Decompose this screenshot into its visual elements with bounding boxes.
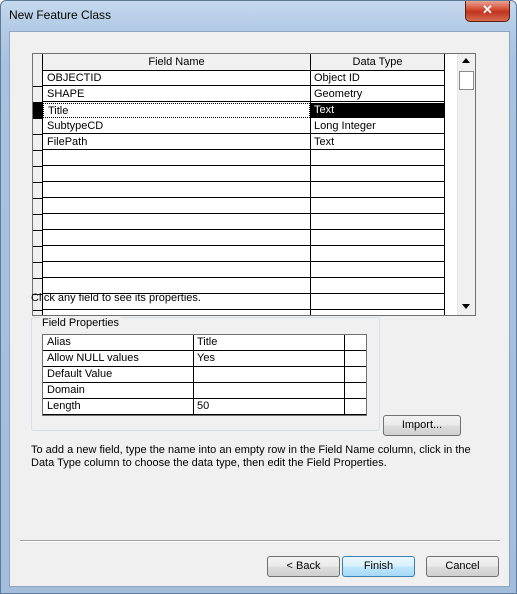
row-selector[interactable]: [33, 231, 42, 247]
property-row[interactable]: [43, 367, 366, 383]
field-name-cell[interactable]: [43, 199, 310, 214]
table-row[interactable]: [33, 103, 453, 119]
title-bar[interactable]: [1, 1, 516, 29]
data-type-cell[interactable]: [311, 215, 444, 230]
row-selector[interactable]: [33, 87, 42, 103]
data-type-cell[interactable]: Long Integer: [311, 119, 444, 134]
table-row[interactable]: [33, 87, 453, 103]
table-row[interactable]: [33, 135, 453, 151]
property-row[interactable]: [43, 351, 366, 367]
property-key: Alias: [43, 335, 194, 350]
table-row[interactable]: [33, 183, 453, 199]
table-row[interactable]: [33, 167, 453, 183]
property-value[interactable]: [194, 383, 345, 398]
field-hint: Click any field to see its properties.: [31, 292, 201, 304]
separator: [20, 540, 500, 542]
table-row[interactable]: [33, 231, 453, 247]
property-row[interactable]: [43, 383, 366, 399]
field-name-cell[interactable]: [43, 231, 310, 246]
help-text: To add a new field, type the name into an empty row in the Field Name column, click in the Data Type column to choose the data type, then edit the Field Properties.: [31, 444, 471, 469]
field-name-cell[interactable]: [43, 183, 310, 198]
row-selector[interactable]: [33, 247, 42, 263]
import-button[interactable]: Import...: [383, 415, 461, 436]
field-properties-table[interactable]: [42, 334, 367, 416]
field-name-cell[interactable]: Title: [43, 103, 310, 118]
table-row[interactable]: [33, 247, 453, 263]
field-name-cell[interactable]: [43, 167, 310, 182]
scroll-down-icon[interactable]: [462, 304, 470, 309]
row-selector[interactable]: [33, 135, 42, 151]
back-button[interactable]: < Back: [267, 556, 340, 577]
property-key: Domain: [43, 383, 194, 398]
data-type-cell[interactable]: [311, 231, 444, 246]
row-selector[interactable]: [33, 263, 42, 279]
field-grid[interactable]: [32, 53, 476, 316]
header-data-type[interactable]: Data Type: [311, 54, 444, 71]
field-name-cell[interactable]: FilePath: [43, 135, 310, 150]
data-type-cell[interactable]: [311, 279, 444, 294]
close-button[interactable]: [465, 1, 510, 22]
table-row[interactable]: [33, 263, 453, 279]
field-properties-group: [31, 317, 380, 431]
property-key: Allow NULL values: [43, 351, 194, 366]
property-key: Length: [43, 399, 194, 414]
window-title: New Feature Class: [9, 8, 112, 22]
row-selector[interactable]: [33, 71, 42, 87]
data-type-cell[interactable]: Text: [311, 135, 444, 150]
table-row[interactable]: [33, 71, 453, 87]
field-name-cell[interactable]: [43, 263, 310, 278]
data-type-cell[interactable]: Geometry: [311, 87, 444, 102]
field-name-cell[interactable]: [43, 215, 310, 230]
header-field-name[interactable]: Field Name: [43, 54, 310, 71]
scroll-thumb[interactable]: [459, 71, 474, 90]
scroll-up-icon[interactable]: [462, 58, 470, 63]
field-name-cell[interactable]: OBJECTID: [43, 71, 310, 86]
property-key: Default Value: [43, 367, 194, 382]
data-type-cell[interactable]: Text: [311, 103, 444, 118]
row-selector[interactable]: [33, 215, 42, 231]
row-selector[interactable]: [33, 183, 42, 199]
row-selector[interactable]: [33, 103, 42, 119]
property-value[interactable]: Yes: [194, 351, 345, 366]
field-name-cell[interactable]: SubtypeCD: [43, 119, 310, 134]
field-name-cell[interactable]: [43, 151, 310, 166]
row-selector[interactable]: [33, 119, 42, 135]
data-type-cell[interactable]: [311, 199, 444, 214]
property-row[interactable]: [43, 399, 366, 415]
data-type-cell[interactable]: [311, 247, 444, 262]
row-selector[interactable]: [33, 199, 42, 215]
finish-button[interactable]: Finish: [342, 556, 415, 577]
vertical-scrollbar[interactable]: [457, 54, 475, 315]
dialog-client: [9, 31, 510, 587]
table-row[interactable]: [33, 199, 453, 215]
property-row[interactable]: [43, 335, 366, 351]
property-value[interactable]: Title: [194, 335, 345, 350]
field-name-cell[interactable]: [43, 247, 310, 262]
data-type-cell[interactable]: [311, 151, 444, 166]
table-row[interactable]: [33, 215, 453, 231]
row-selector[interactable]: [33, 167, 42, 183]
field-name-cell[interactable]: SHAPE: [43, 87, 310, 102]
data-type-cell[interactable]: [311, 183, 444, 198]
table-row[interactable]: [33, 151, 453, 167]
data-type-cell[interactable]: [311, 167, 444, 182]
field-properties-label: Field Properties: [42, 317, 120, 329]
cancel-button[interactable]: Cancel: [426, 556, 499, 577]
property-value[interactable]: 50: [194, 399, 345, 414]
property-value[interactable]: [194, 367, 345, 382]
data-type-cell[interactable]: [311, 295, 444, 310]
table-row[interactable]: [33, 119, 453, 135]
row-selector[interactable]: [33, 151, 42, 167]
close-icon: ✕: [482, 2, 493, 17]
data-type-cell[interactable]: [311, 263, 444, 278]
data-type-cell[interactable]: Object ID: [311, 71, 444, 86]
